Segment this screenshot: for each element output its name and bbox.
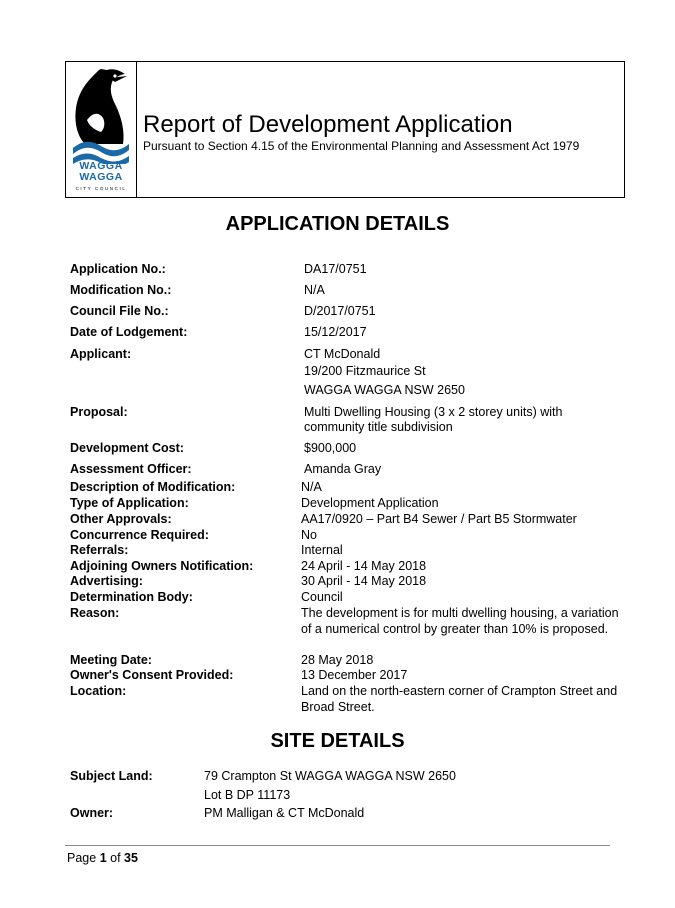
- meeting-date-value: 28 May 2018: [301, 653, 374, 667]
- page-footer: [67, 851, 138, 865]
- page-total: 35: [124, 851, 138, 865]
- owner-value: PM Malligan & CT McDonald: [204, 806, 365, 820]
- council-file-no-label: Council File No.:: [70, 304, 169, 318]
- other-approvals-value: AA17/0920 – Part B4 Sewer / Part B5 Stormwater: [301, 512, 577, 526]
- council-logo: [66, 62, 137, 197]
- modification-no-value: N/A: [304, 283, 325, 297]
- report-subtitle: Pursuant to Section 4.15 of the Environmental Planning and Assessment Act 1979: [143, 139, 580, 153]
- other-approvals-label: Other Approvals:: [70, 512, 172, 526]
- applicant-name: CT McDonald: [304, 347, 381, 361]
- footer-divider: [65, 845, 610, 846]
- type-application-label: Type of Application:: [70, 496, 189, 510]
- advertising-label: Advertising:: [70, 574, 143, 588]
- report-title: Report of Development Application: [143, 111, 513, 138]
- proposal-line1: Multi Dwelling Housing (3 x 2 storey units) with: [304, 405, 563, 419]
- page-word: Page: [67, 851, 97, 865]
- crow-emblem-icon: [69, 64, 133, 164]
- advertising-value: 30 April - 14 May 2018: [301, 574, 427, 588]
- proposal-line2: community title subdivision: [304, 420, 453, 434]
- owners-consent-value: 13 December 2017: [301, 668, 408, 682]
- owners-consent-label: Owner's Consent Provided:: [70, 668, 234, 682]
- proposal-label: Proposal:: [70, 405, 128, 419]
- referrals-value: Internal: [301, 543, 343, 557]
- subject-land-line1: 79 Crampton St WAGGA WAGGA NSW 2650: [204, 769, 456, 783]
- type-application-value: Development Application: [301, 496, 439, 510]
- meeting-date-label: Meeting Date:: [70, 653, 152, 667]
- council-file-no-value: D/2017/0751: [304, 304, 376, 318]
- applicant-suburb: WAGGA WAGGA NSW 2650: [304, 383, 465, 397]
- location-label: Location:: [70, 684, 127, 698]
- subject-land-line2: Lot B DP 11173: [204, 788, 291, 802]
- applicant-street: 19/200 Fitzmaurice St: [304, 364, 426, 378]
- determination-body-label: Determination Body:: [70, 590, 193, 604]
- date-lodgement-label: Date of Lodgement:: [70, 325, 188, 339]
- owner-label: Owner:: [70, 806, 114, 820]
- location-line1: Land on the north-eastern corner of Crampton Street and: [301, 684, 618, 698]
- reason-line2: of a numerical control by greater than 10% is proposed.: [301, 622, 609, 636]
- application-no-value: DA17/0751: [304, 262, 367, 276]
- of-word: of: [110, 851, 121, 865]
- referrals-label: Referrals:: [70, 543, 129, 557]
- report-header: [65, 61, 625, 198]
- concurrence-label: Concurrence Required:: [70, 528, 209, 542]
- adjoining-label: Adjoining Owners Notification:: [70, 559, 254, 573]
- adjoining-value: 24 April - 14 May 2018: [301, 559, 427, 573]
- applicant-label: Applicant:: [70, 347, 132, 361]
- reason-line1: The development is for multi dwelling housing, a variation: [301, 606, 619, 620]
- development-cost-label: Development Cost:: [70, 441, 184, 455]
- application-details-heading: APPLICATION DETAILS: [225, 213, 450, 235]
- subject-land-label: Subject Land:: [70, 769, 153, 783]
- page-number: 1: [99, 851, 107, 865]
- concurrence-value: No: [301, 528, 317, 542]
- description-modification-value: N/A: [301, 480, 322, 494]
- assessment-officer-label: Assessment Officer:: [70, 462, 192, 476]
- description-modification-label: Description of Modification:: [70, 480, 236, 494]
- location-line2: Broad Street.: [301, 700, 375, 714]
- modification-no-label: Modification No.:: [70, 283, 172, 297]
- site-details-heading: SITE DETAILS: [270, 730, 405, 752]
- logo-text-wagga-2: WAGGA: [79, 171, 123, 183]
- logo-text-city-council: CITY COUNCIL: [75, 186, 127, 191]
- reason-label: Reason:: [70, 606, 120, 620]
- development-cost-value: $900,000: [304, 441, 357, 455]
- date-lodgement-value: 15/12/2017: [304, 325, 367, 339]
- determination-body-value: Council: [301, 590, 343, 604]
- logo-text-wagga-1: WAGGA: [79, 160, 123, 172]
- application-no-label: Application No.:: [70, 262, 166, 276]
- assessment-officer-value: Amanda Gray: [304, 462, 382, 476]
